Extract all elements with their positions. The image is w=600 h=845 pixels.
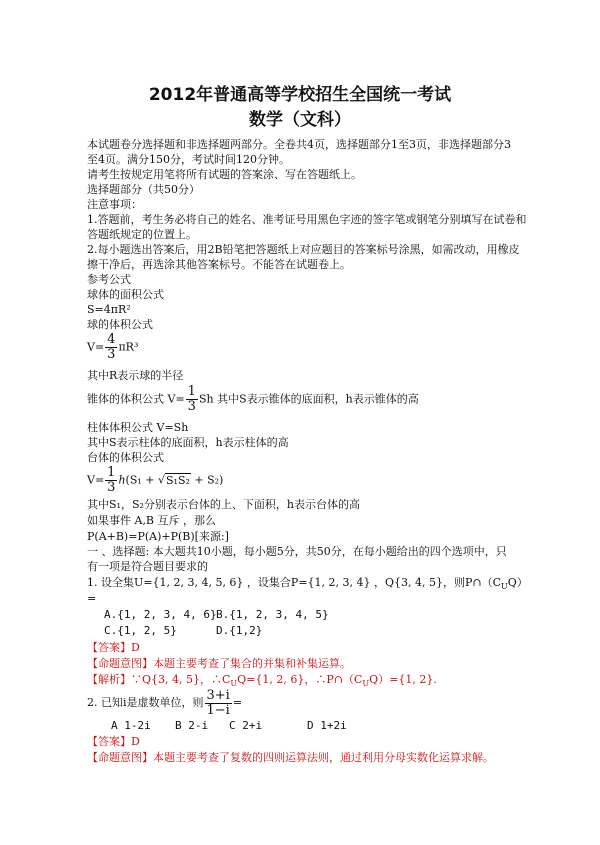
formula-cone — [87, 385, 419, 414]
events-line: P(A+B)=P(A)+P(B)[来源:] — [87, 530, 229, 543]
fraction-denominator: 3 — [107, 347, 116, 362]
subscript: U — [230, 679, 238, 689]
fraction — [186, 385, 198, 414]
option-c: C 2+i — [229, 719, 263, 732]
fraction-numerator: 3+i — [206, 687, 230, 703]
subscript: U — [362, 679, 370, 689]
option-c: C.{1, 2, 5} — [104, 624, 177, 637]
option-b: B.{1, 2, 3, 4, 5} — [216, 608, 329, 621]
formula-frustum: V= $\frac{1}{3}$ h(S₁ + √S₁S₂ + S₂) — [87, 465, 224, 495]
option-b: B 2-i — [175, 719, 209, 732]
fraction-numerator: 1 — [187, 384, 196, 399]
fraction — [205, 689, 232, 718]
intro-line: 参考公式 — [87, 273, 131, 286]
formula-rhs: Sh — [198, 392, 214, 406]
intro-line: 至4页。满分150分，考试时间120分钟。 — [87, 153, 290, 166]
cylinder-line: 台体的体积公式 — [87, 451, 164, 464]
option-d: D.{1,2} — [216, 624, 263, 637]
formula-sphere-area: S=4πR² — [87, 303, 131, 316]
option-a: A.{1, 2, 3, 4, 6} — [104, 608, 217, 621]
frustum-note: 其中S₁，S₂分别表示台体的上、下面积，h表示台体的高 — [87, 498, 360, 511]
subscript: U — [501, 582, 508, 592]
analysis-text: Q）={1, 2}. — [369, 673, 437, 686]
fraction-numerator: 4 — [107, 332, 116, 347]
fraction-denominator: 1−i — [206, 702, 230, 718]
answer-label: 【答案】D — [87, 641, 140, 654]
events-line: 如果事件 A,B 互斥 ，那么 — [87, 514, 217, 527]
formula-note: 其中S表示锥体的底面积，h表示锥体的高 — [213, 392, 419, 406]
question-2-stem — [87, 688, 242, 718]
section-heading: 一 、选择题: 本大题共10小题，每小题5分，共50分，在每小题给出的四个选项中，只 — [87, 545, 507, 558]
fraction-denominator: 3 — [107, 480, 116, 495]
exam-title: 2012年普通高等学校招生全国统一考试 — [148, 85, 452, 105]
formula-sphere-volume — [87, 333, 138, 362]
fraction — [105, 466, 117, 495]
formula-lhs: V= — [87, 340, 105, 354]
intro-line: 注意事项： — [87, 198, 142, 211]
intro-line: 球体的面积公式 — [87, 288, 164, 301]
formula-label: 锥体的体积公式 V= — [87, 392, 185, 406]
intro-line: 本试题卷分选择题和非选择题两部分。全卷共4页，选择题部分1至3页，非选择题部分3 — [87, 138, 511, 151]
section-heading: 有一项是符合题目要求的 — [87, 560, 208, 573]
cylinder-line: 其中S表示柱体的底面积，h表示柱体的高 — [87, 436, 289, 449]
fraction-numerator: 1 — [107, 465, 116, 480]
intro-line: 擦干净后，再选涂其他答案标号。不能答在试题卷上。 — [87, 258, 351, 271]
stem-text: 2. 已知i是虚数单位，则 — [87, 696, 204, 709]
stem-text: Q） — [507, 576, 528, 589]
exam-subtitle: 数学（文科） — [249, 110, 351, 130]
formula-part: + S₂) — [190, 473, 224, 487]
formula-part: (S₁ + — [125, 473, 158, 487]
option-a: A 1-2i — [111, 719, 151, 732]
question-1-eq: = — [87, 592, 97, 605]
intro-line: 球的体积公式 — [87, 318, 153, 331]
intro-line: 1.答题前，考生务必将自己的姓名、准考证号用黑色字迹的签字笔或钢笔分别填写在试卷和 — [87, 213, 527, 226]
option-d: D 1+2i — [307, 719, 347, 732]
radius-note: 其中R表示球的半径 — [87, 369, 184, 382]
intro-line: 选择题部分（共50分） — [87, 183, 200, 196]
question-1-stem — [87, 576, 528, 594]
answer-label: 【答案】D — [87, 735, 140, 748]
intent-label: 【命题意图】本题主要考查了集合的并集和补集运算。 — [87, 657, 351, 670]
formula-lhs: V= — [87, 473, 105, 487]
formula-rhs: πR³ — [118, 340, 139, 354]
cylinder-line: 柱体体积公式 V=Sh — [87, 421, 189, 434]
intent-label: 【命题意图】本题主要考查了复数的四则运算法则，通过利用分母实数化运算求解。 — [87, 751, 494, 764]
stem-text: = — [232, 696, 243, 709]
intro-line: 答题纸规定的位置上。 — [87, 228, 197, 241]
sqrt-radicand: S₁S₂ — [166, 473, 190, 487]
fraction-denominator: 3 — [187, 399, 196, 414]
formula-var: h — [118, 473, 126, 487]
intro-line: 2.每小题选出答案后，用2B铅笔把答题纸上对应题目的答案标号涂黑，如需改动，用橡皮 — [87, 243, 520, 256]
analysis-text: Q={1, 2, 6}，∴P∩（C — [237, 673, 363, 686]
fraction — [105, 333, 117, 362]
analysis-text: 【解析】∵Q{3, 4, 5}，∴C — [87, 673, 231, 686]
stem-text: 1. 设全集U={1, 2, 3, 4, 5, 6} ，设集合P={1, 2, 3, 4} ，Q{3, 4, 5}，则P∩（C — [87, 576, 502, 589]
intro-line: 请考生按规定用笔将所有试题的答案涂、写在答题纸上。 — [87, 168, 362, 181]
